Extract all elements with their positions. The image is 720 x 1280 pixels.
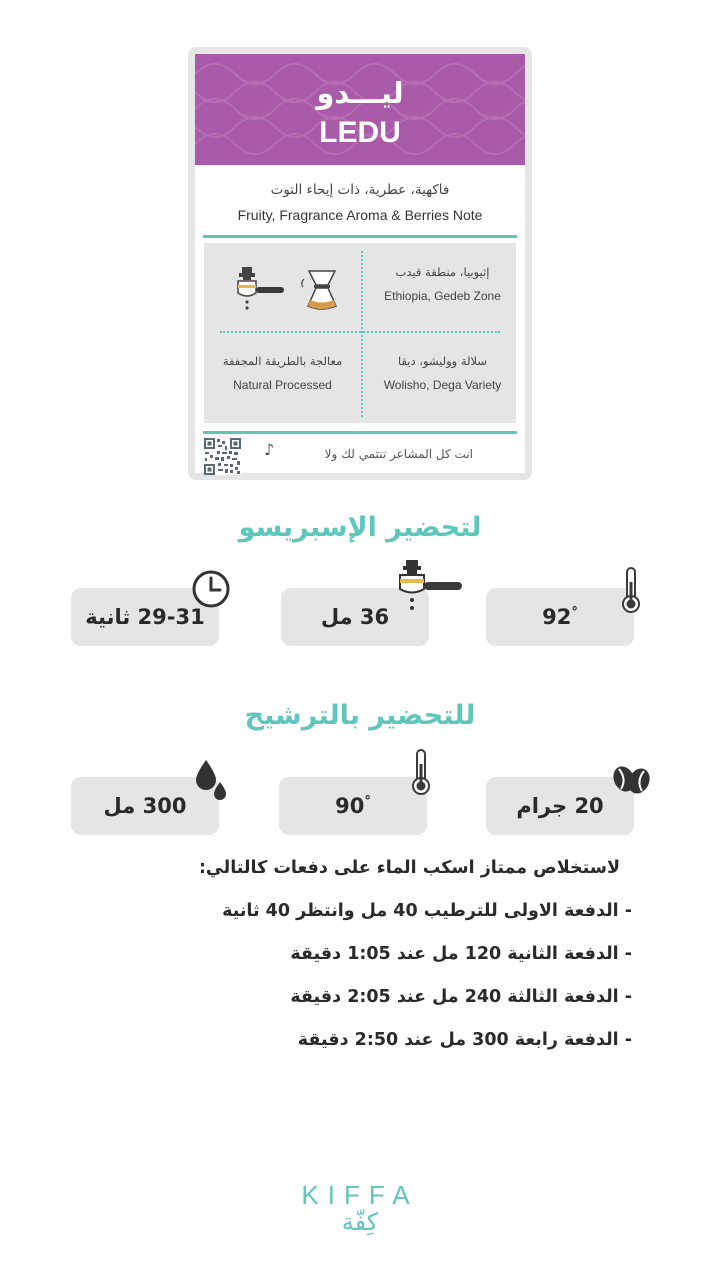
music-note-icon: ♪ (264, 440, 275, 459)
instruction-step: - الدفعة الثالثة 240 مل عند 2:05 دقيقة (290, 987, 632, 1007)
brand-logo-arabic: كِفّة (341, 1208, 379, 1236)
water-drops-icon (193, 758, 229, 802)
instruction-step: - الدفعة رابعة 300 مل عند 2:50 دقيقة (297, 1030, 632, 1050)
filter-dose: 20 جرام (516, 794, 604, 818)
tasting-notes-arabic: فاكهية، عطرية، ذات إيحاء التوت (270, 182, 450, 198)
process-arabic: معالجة بالطريقة المجففة (222, 354, 343, 368)
portafilter-icon (238, 267, 284, 310)
qr-code-icon[interactable] (204, 438, 241, 475)
variety-arabic: سلالة ووليشو، ديقا (397, 354, 488, 368)
filter-temperature: 90° (335, 794, 371, 818)
label-banner (195, 54, 525, 165)
variety-english: Wolisho, Dega Variety (383, 378, 502, 392)
coffee-label (195, 54, 525, 473)
coffee-name-arabic: ليـــدو (316, 76, 404, 110)
divider (203, 235, 517, 238)
instructions-heading: لاستخلاص ممتاز اسكب الماء على دفعات كالتالي: (198, 858, 620, 878)
portafilter-icon (398, 559, 466, 615)
origin-arabic: إثيوبيا، منطقة قيدب (395, 265, 490, 279)
tasting-notes-english: Fruity, Fragrance Aroma & Berries Note (237, 207, 483, 223)
clock-icon (191, 569, 231, 609)
filter-temperature-pill (279, 777, 427, 835)
filter-water: 300 مل (103, 794, 187, 818)
instruction-step: - الدفعة الاولى للترطيب 40 مل وانتظر 40 ثانية (222, 901, 632, 921)
coffee-name-english: LEDU (319, 116, 401, 149)
instruction-step: - الدفعة الثانية 120 مل عند 1:05 دقيقة (290, 944, 632, 964)
brand-logo-english: KIFFA (301, 1180, 419, 1210)
coffee-info-box (204, 243, 516, 423)
espresso-section-title: لتحضير الإسبريسو (238, 512, 482, 543)
espresso-time: 29-31 ثانية (85, 605, 205, 629)
brew-methods-icons (234, 265, 346, 317)
divider-horizontal (220, 331, 500, 333)
espresso-volume: 36 مل (320, 605, 390, 629)
coffee-beans-icon (611, 763, 651, 797)
thermometer-icon (410, 748, 432, 796)
espresso-temperature-pill (486, 588, 634, 646)
thermometer-icon (620, 566, 642, 614)
divider (203, 431, 517, 434)
origin-english: Ethiopia, Gedeb Zone (384, 289, 501, 303)
espresso-temperature: 92° (542, 605, 578, 629)
variety-cell (369, 354, 516, 392)
label-tagline: انت كل المشاعر تنتمي لك ولا (324, 447, 473, 461)
process-cell (204, 354, 361, 392)
process-english: Natural Processed (233, 378, 332, 392)
coffee-label-card (188, 47, 532, 480)
origin-cell (369, 265, 516, 303)
chemex-icon (302, 271, 336, 309)
divider-vertical (361, 251, 363, 417)
filter-section-title: للتحضير بالترشيح (244, 700, 476, 731)
